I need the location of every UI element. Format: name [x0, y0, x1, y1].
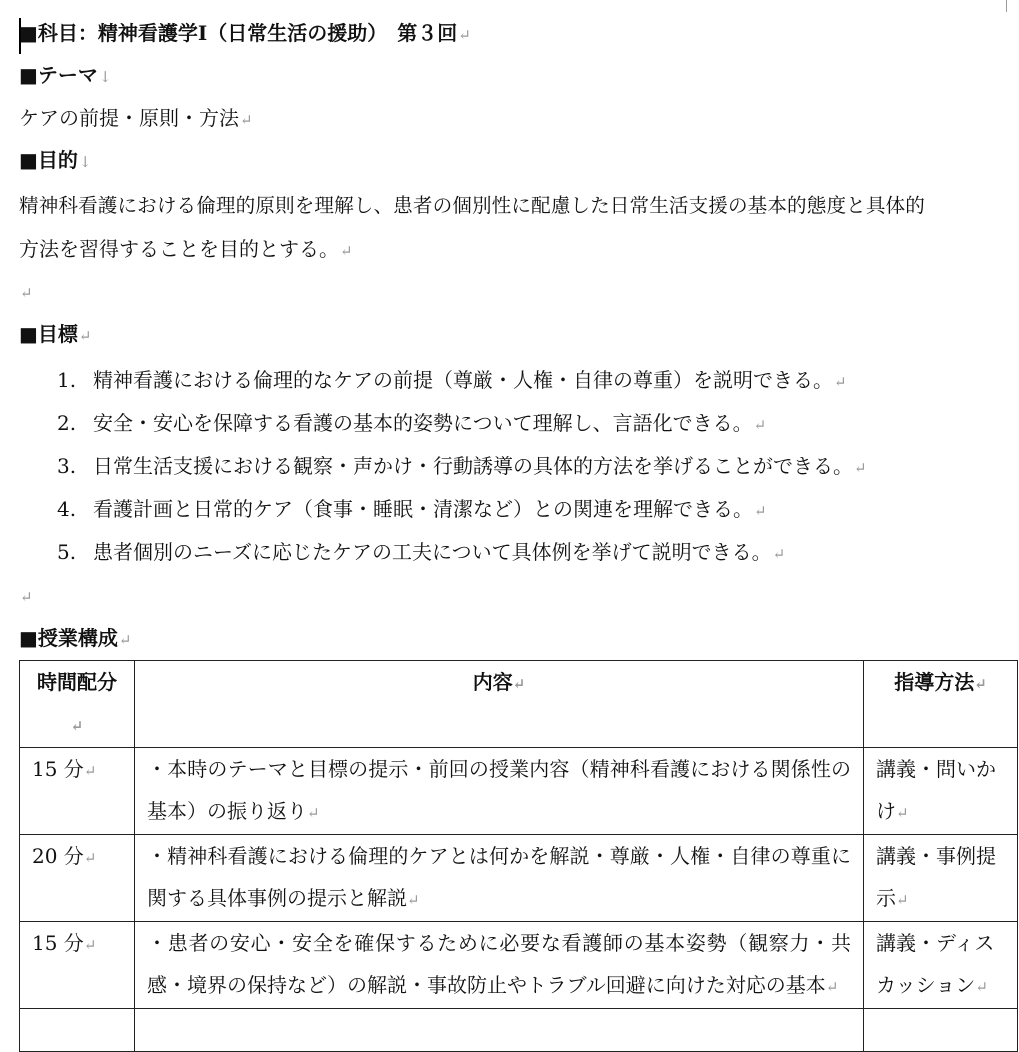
purpose-text-line-2[interactable]: 方法を習得することを目的とする。↵	[19, 237, 353, 261]
theme-text[interactable]: ケアの前提・原則・方法↵	[19, 106, 253, 130]
purpose-text-line-1[interactable]: 精神科看護における倫理的原則を理解し、患者の個別性に配慮した日常生活支援の基本的態度と具体的	[19, 194, 925, 217]
cell-end-mark: ↵	[307, 804, 320, 822]
method-cell[interactable]: 講義・ディスカッション↵	[864, 922, 1018, 1009]
paragraph-mark: ↵	[754, 502, 767, 520]
purpose-heading[interactable]: ■目的↓	[19, 148, 92, 172]
goal-item-1[interactable]: 1. 精神看護における倫理的なケアの前提（尊厳・人権・自律の尊重）を説明できる。↵	[57, 368, 847, 392]
time-cell[interactable]: 15 分↵	[20, 922, 135, 1009]
paragraph-mark: ↵	[753, 416, 767, 434]
goals-heading[interactable]: ■目標↵	[19, 322, 92, 346]
cell-end-mark: ↵	[512, 675, 526, 693]
time-cell[interactable]: 15 分↵	[20, 748, 135, 835]
header-cell-content[interactable]: 内容↵	[135, 661, 864, 748]
goal-item-5[interactable]: 5. 患者個別のニーズに応じたケアの工夫について具体例を挙げて説明できる。↵	[57, 540, 786, 564]
cell-end-mark: ↵	[896, 891, 909, 909]
cell-end-mark: ↵	[896, 804, 909, 822]
time-cell[interactable]: 20 分↵	[20, 835, 135, 922]
cell-end-mark: ↵	[975, 978, 988, 996]
header-cell-method[interactable]: 指導方法↵	[864, 661, 1018, 748]
content-cell[interactable]: ・本時のテーマと目標の提示・前回の授業内容（精神科看護における関係性の基本）の振り返り↵	[135, 748, 864, 835]
paragraph-mark: ↵	[118, 631, 132, 649]
goal-item-2[interactable]: 2. 安全・安心を保障する看護の基本的姿勢について理解し、言語化できる。↵	[57, 411, 767, 435]
theme-heading[interactable]: ■テーマ↓	[19, 63, 112, 87]
page-corner-mark	[1006, 0, 1019, 12]
paragraph-mark: ↵	[854, 459, 867, 477]
empty-paragraph[interactable]	[19, 581, 33, 611]
paragraph-mark: ↵	[240, 111, 253, 129]
table-row	[20, 835, 1018, 922]
paragraph-mark: ↵	[20, 588, 33, 606]
structure-heading[interactable]: ■授業構成↵	[19, 626, 132, 650]
method-cell[interactable]: 講義・事例提示↵	[864, 835, 1018, 922]
content-cell[interactable]: ・患者の安心・安全を確保するために必要な看護師の基本姿勢（観察力・共感・境界の保持など）の解説・事故防止やトラブル回避に向けた対応の基本↵	[135, 922, 864, 1009]
paragraph-mark: ↵	[834, 373, 847, 391]
line-break-mark: ↓	[78, 153, 92, 171]
paragraph-mark: ↵	[78, 327, 92, 345]
lesson-structure-table	[19, 660, 1018, 1052]
cell-end-mark: ↵	[825, 978, 839, 996]
table-row	[20, 1009, 1018, 1052]
header-cell-time[interactable]: 時間配分↵	[20, 661, 135, 748]
cell-end-mark: ↵	[70, 717, 84, 735]
content-cell[interactable]: ・精神科看護における倫理的ケアとは何かを解説・尊厳・人権・自律の尊重に関する具体事例の提示と解説↵	[135, 835, 864, 922]
method-cell[interactable]	[864, 1009, 1018, 1052]
cell-end-mark: ↵	[407, 891, 420, 909]
table-row	[20, 922, 1018, 1009]
course-title[interactable]: ■科目：精神看護学Ⅰ（日常生活の援助） 第３回↵	[19, 21, 471, 45]
table-row	[20, 748, 1018, 835]
goal-item-3[interactable]: 3. 日常生活支援における観察・声かけ・行動誘導の具体的方法を挙げることができる。↵	[57, 454, 867, 478]
cell-end-mark: ↵	[83, 849, 97, 867]
paragraph-mark: ↵	[340, 242, 353, 260]
paragraph-mark: ↵	[458, 26, 471, 44]
empty-paragraph[interactable]	[19, 277, 33, 307]
paragraph-mark: ↵	[772, 545, 786, 563]
method-cell[interactable]: 講義・問いかけ↵	[864, 748, 1018, 835]
content-cell[interactable]	[135, 1009, 864, 1052]
goal-item-4[interactable]: 4. 看護計画と日常的ケア（食事・睡眠・清潔など）との関連を理解できる。↵	[57, 497, 767, 521]
cell-end-mark: ↵	[83, 762, 97, 780]
table-header-row	[20, 661, 1018, 748]
cell-end-mark: ↵	[83, 936, 97, 954]
line-break-mark: ↓	[98, 68, 112, 86]
paragraph-mark: ↵	[20, 284, 33, 302]
cell-end-mark: ↵	[974, 675, 987, 693]
time-cell[interactable]	[20, 1009, 135, 1052]
